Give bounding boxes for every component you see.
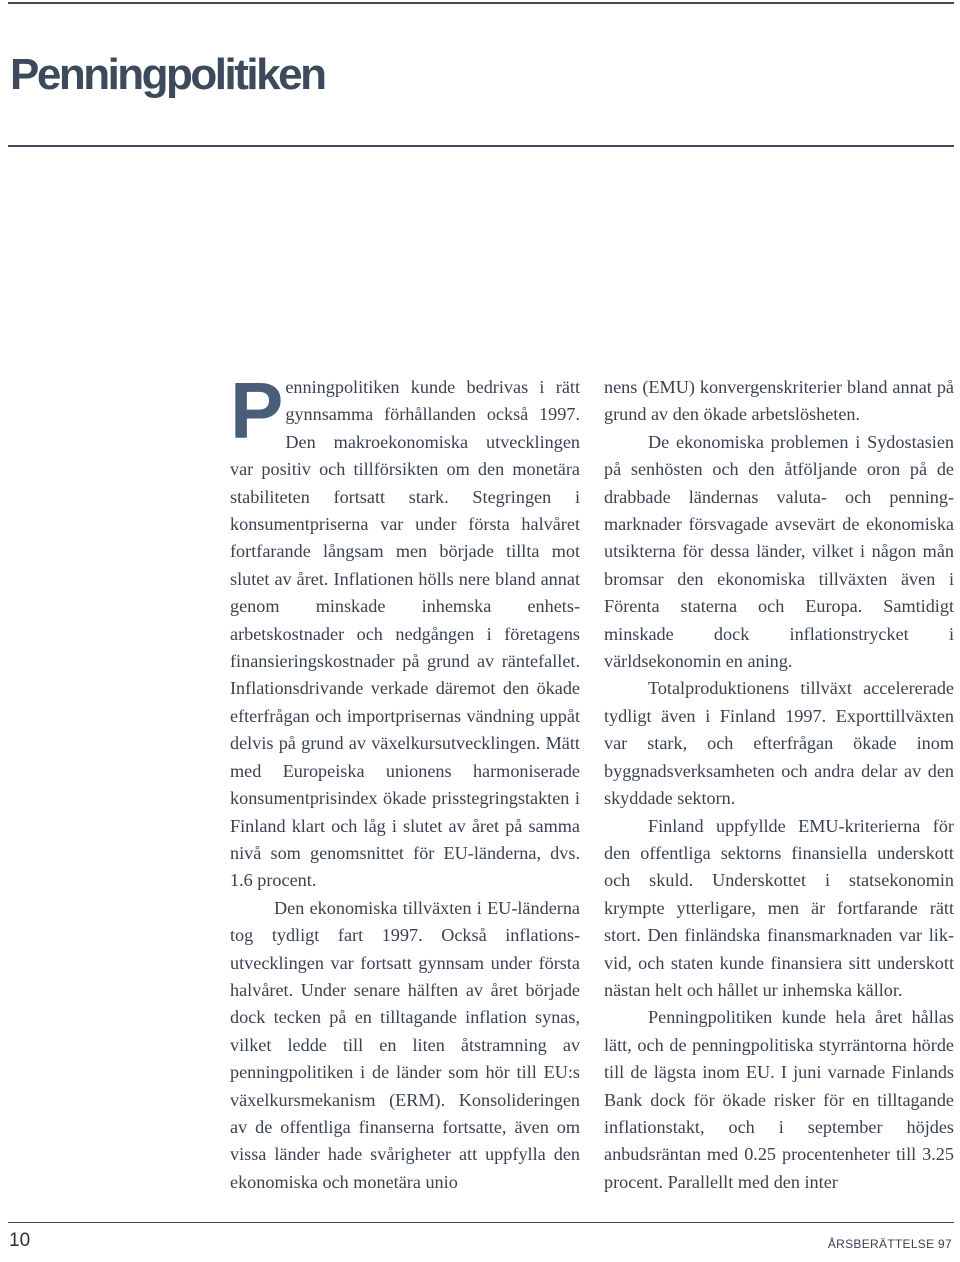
right-column bbox=[604, 374, 954, 1196]
paragraph-1 bbox=[230, 366, 580, 895]
page-title: Penningpolitiken bbox=[10, 50, 325, 99]
left-column bbox=[230, 366, 580, 1196]
paragraph-6: Penningpolitiken kunde hela året hållas lätt, och de penningpolitiska styrräntorna hörde till de lägsta inom EU. I juni varnade Finlands Bank dock för ökade risker för en tilltagande inflationstakt, och i september höjdes anbudsräntan med 0.25 procentenheter till 3.25 procent. Parallellt med den inter bbox=[604, 1007, 954, 1192]
top-rule bbox=[8, 2, 954, 4]
paragraph-1-text: enningpolitiken kunde bedrivas i rätt gynnsamma förhållanden också 1997. Den makroekonomiska utvecklingen var positiv och tillförsikten om den monetära stabiliteten fortsatt stark. Stegringen i konsumentpriserna var under första halvåret fortfarande långsam men började tillta mot slutet av året. Inflationen hölls nere bland annat genom minskade inhemska enhetsarbetskostnader och nedgången i företagens finansieringskostnader på grund av räntefallet. Inflationsdrivande verkade däremot den ökade efterfrågan och importprisernas vändning uppåt delvis på grund av växelkursutvecklingen. Mätt med Europeiska unionens harmoniserade konsumentprisindex ökade prisstegringstakten i Finland klart och låg i slutet av året på samma nivå som genomsnittet för EU-länderna, dvs. 1.6 procent. bbox=[230, 377, 580, 891]
running-footer: ÅRSBERÄTTELSE 97 bbox=[827, 1237, 952, 1251]
paragraph-2: Den ekonomiska tillväxten i EU-länderna tog tydligt fart 1997. Också inflationsutvecklingen var fortsatt gynnsam under första halvåret. Under senare hälften av året började dock tecken på en tilltagande inflation synas, vilket ledde till en liten åtstramning av penningpolitiken i de länder som hör till EU:s växelkursmekanism (ERM). Konsolideringen av de offentliga finanserna fortsatte, även om vissa länder hade svårigheter att uppfylla den ekonomiska och monetära unio bbox=[230, 897, 580, 1192]
paragraph-5: Finland uppfyllde EMU-kriterierna för den offentliga sektorns finansiella underskott och skuld. Underskottet i statsekonomin krympte ytterligare, men är fortfarande rätt stort. Den finländska finansmarknaden var likvid, och staten kunde finansiera sitt underskott nästan helt och hållet ur inhemska källor. bbox=[604, 815, 954, 1000]
drop-cap: P bbox=[230, 366, 284, 455]
title-rule bbox=[8, 145, 954, 147]
paragraph-continued: nens (EMU) konvergenskriterier bland annat på grund av den ökade arbetslösheten. bbox=[604, 377, 954, 425]
paragraph-3: De ekonomiska problemen i Sydostasien på senhösten och den åtföljande oron på de drabbade ländernas valuta- och penningmarknader försvagade avsevärt de ekonomiska utsikterna för dessa länder, vilket i någon mån bromsar den ekonomiska tillväxten även i Förenta staterna och Europa. Samtidigt minskade dock inflationstrycket i världsekonomin en aning. bbox=[604, 431, 954, 672]
page-number: 10 bbox=[9, 1230, 31, 1251]
footer-rule bbox=[8, 1222, 954, 1223]
paragraph-4: Totalproduktionens tillväxt accelererade tydligt även i Finland 1997. Exporttillväxten var stark, och efterfrågan ökade inom byggnadsverksamheten och andra delar av den skyddade sektorn. bbox=[604, 678, 954, 809]
